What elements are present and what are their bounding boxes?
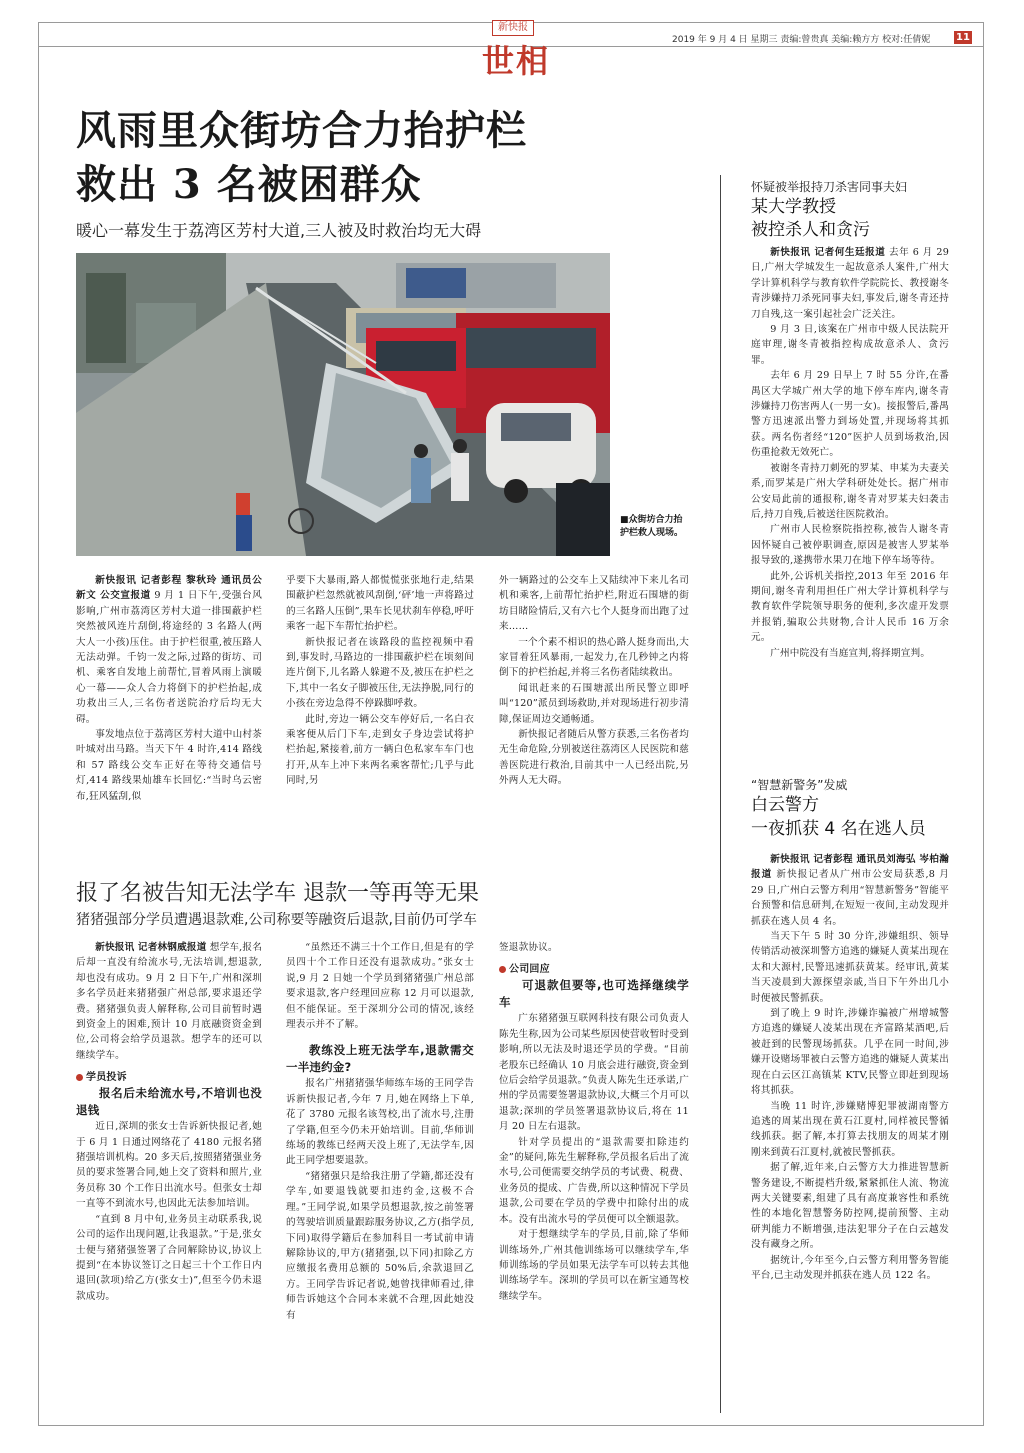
second-paragraph-4: “虽然还不满三十个工作日,但是有的学员四十个工作日还没有退款成功。”张女士说,9 月 2 日她一个学员到猪猪强广州总部要求退款,客户经理回应称 12 月可以退款,但不能保证。至于深圳分公司的情况,该经理表示并不了解。 <box>286 942 474 1031</box>
lead-paragraph-5: 此时,旁边一辆公交车停好后,一名白衣乘客便从后门下车,走到女子身边尝试将护栏抬起,紧接着,前方一辆白色私家车车门也打开,从车上冲下来两名乘客帮忙;几乎与此同时,另 <box>286 713 474 787</box>
lead-column-1 <box>76 573 262 804</box>
right1-paragraph-7: 广州中院没有当庭宣判,将择期宣判。 <box>770 647 931 659</box>
second-subhead-3: 可退款但要等,也可选择继续学车 <box>499 978 689 1010</box>
second-paragraph-9: 针对学员提出的“退款需要扣除违约金”的疑问,陈先生解释称,学员报名后出了流水号,公司便需要交纳学员的考试费、税费、业务员的提成、广告费,所以这种情况下学员退款,公司要在学员的学费中扣除付出的成本。没有出流水号的学员便可以全额退款。 <box>499 1136 689 1225</box>
lead-text-1: 9 月 1 日下午,受强台风影响,广州市荔湾区芳村大道一排围蔽护栏突然被风连片刮倒,将途经的 3 名路人(两大人一小孩)压住。由于护栏很重,被压路人无法动弹。千钧一发之际,过路的街坊、司机、乘客自发地上前帮忙,冒着风雨上演暖心一幕——众人合力将倒下的护栏抬起,成功救出三人,三名伤者送院治疗后均无大碍。 <box>76 590 262 725</box>
lead-paragraph-4: 新快报记者在该路段的监控视频中看到,事发时,马路边的一排围蔽护栏在顷刻间连片倒下,儿名路人躲避不及,被压在护栏之下,其中一名女子脚被压住,无法挣脱,同行的小孩在旁边急得不停跺脚呼救。 <box>286 636 474 710</box>
right2-paragraph-4: 当晚 11 时许,涉嫌赌博犯罪被湖南警方追逃的周某出现在黄石江夏村,同样被民警循线抓获。据了解,本打算去找朋友的周某才刚刚来到黄石江夏村,就被民警抓获。 <box>751 1100 949 1158</box>
right2-byline: 新快报讯 记者彭程 通讯员刘海弘 岑柏瀚报道 <box>751 854 949 881</box>
right2-paragraph-3: 到了晚上 9 时许,涉嫌诈骗被广州增城警方追逃的嫌疑人凌某出现在齐富路某酒吧,后被赶到的民警现场抓获。几乎在同一时间,涉嫌开设赌场罪被白云警方追逃的嫌疑人黄某出现在白云区江高镇某 KTV,民警立即赶到现场将其抓获。 <box>751 1008 949 1097</box>
second-subhead-1: 报名后未给流水号,不培训也没退钱 <box>76 1086 262 1118</box>
right2-headline-line2: 一夜抓获 4 名在逃人员 <box>751 819 926 839</box>
second-paragraph-7: 签退款协议。 <box>499 942 558 953</box>
brand-logo: 新快报 <box>492 20 534 36</box>
right1-body <box>751 245 949 661</box>
lead-paragraph-3: 乎要下大暴雨,路人都慌慌张张地行走,结果围蔽护栏忽然就被风刮倒,‘砰’地一声将路过的三名路人压倒”,果车长见状刹车停稳,呼吁乘客一起下车帮忙抬护栏。 <box>286 575 474 633</box>
lead-column-2 <box>286 573 474 789</box>
right2-headline-line1: 白云警方 <box>751 795 819 815</box>
second-column-3 <box>499 940 689 1304</box>
right1-paragraph-3: 去年 6 月 29 日早上 7 时 55 分许,在番禺区大学城广州大学的地下停车库内,谢冬青涉嫌持刀伤害两人(一男一女)。接报警后,番禺警方迅速派出警力到场处置,并现场将其抓获。两名伤者经“120”医护人员到场救治,因伤重抢救无效死亡。 <box>751 370 949 459</box>
second-paragraph-3: “直到 8 月中旬,业务员主动联系我,说公司的运作出现问题,让我退款。”于是,张女士便与猪猪强签署了合同解除协议,协议上提到“在本协议签订之日起三十个工作日内退回(款项)给乙方(张女士)”,但至今仍未退款成功。 <box>76 1213 262 1302</box>
bullet-dot-icon <box>76 1074 83 1081</box>
section-title: 世相 <box>482 42 551 80</box>
lead-headline-line2: 救出 3 名被困群众 <box>76 161 422 208</box>
second-paragraph-5: 报名广州猪猪强华师练车场的王同学告诉新快报记者,今年 7 月,她在网络上下单,花了 3780 元报名该驾校,出了流水号,注册了学籍,但至今仍未开始培训。目前,华师训练场的教练已经两天没上班了,无法学车,因此王同学想要退款。 <box>286 1078 474 1167</box>
lead-photo <box>76 253 610 556</box>
second-text-1: 想学车,报名后却一直没有给流水号,无法培训,想退款,却也没有成功。9 月 2 日下午,广州和深圳多名学员赶来猪猪强广州总部,要求退还学费。猪猪强负责人解释称,公司目前暂时遇到资金上的困难,预计 10 月底融资资金到位,公司将会给学员退款。想学车的还可以继续学车。 <box>76 942 263 1061</box>
right2-paragraph-1 <box>751 852 949 929</box>
right1-paragraph-4: 被谢冬青持刀刺死的罗某、申某为夫妻关系,而罗某是广州大学科研处处长。据广州市公安局此前的通报称,谢冬青对罗某夫妇袭击后,持刀自残,后被送往医院救治。 <box>751 462 949 520</box>
section-tag-complaint <box>76 1071 262 1085</box>
lead-paragraph-2: 事发地点位于荔湾区芳村大道中山村茶叶城对出马路。当天下午 4 时许,414 路线和 57 路线公交车正好在等待交通信号灯,414 路线果灿雄车长回忆:“当时乌云密布,狂风猛刮,似 <box>76 729 262 802</box>
lead-paragraph-1 <box>76 573 262 727</box>
second-paragraph-10: 对于想继续学车的学员,目前,除了华师训练场外,广州其他训练场可以继续学车,华师训练场的学员如果无法学车可以转去其他训练场学车。深圳的学员可以在新宝通驾校继续学车。 <box>499 1229 689 1302</box>
second-subhead-2: 教练没上班无法学车,退款需交一半违约金? <box>286 1043 474 1075</box>
column-divider <box>720 175 721 1413</box>
second-deck: 猪猪强部分学员遭遇退款难,公司称要等融资后退款,目前仍可学车 <box>76 912 477 928</box>
right1-headline-line1: 某大学教授 <box>751 197 836 217</box>
section-tag-label: 公司回应 <box>509 964 550 976</box>
second-paragraph-8: 广东猪猪强互联网科技有限公司负责人陈先生称,因为公司某些原因使营收暂时受到影响,所以无法及时退还学员的学费。“目前老股东已经确认 10 月底会进行融资,资金到位后会给学员退款。”负责人陈先生还承诺,广州的学员需要签署退款协议,大概三个月可以退款;深圳的学员签署退款协议后,将在 11 月 20 日左右退款。 <box>499 1013 689 1133</box>
right1-kicker: 怀疑被举报持刀杀害同事夫妇 <box>751 180 908 194</box>
right2-paragraph-2: 当天下午 5 时 30 分许,涉嫌组织、领导传销活动被深圳警方追逃的嫌疑人黄某出现在太和大源村,民警迅速抓获黄某。经审讯,黄某当天凌晨到大源探望亲戚,当日下午外出几小时便被民警抓获。 <box>751 931 949 1004</box>
right2-kicker: “智慧新警务”发威 <box>751 778 848 792</box>
right2-text-1: 新快报记者从广州市公安局获悉,8 月 29 日,广州白云警方利用“智慧新警务”智能平台预警和信息研判,在短短一夜间,主动发现并抓获在逃人员 4 名。 <box>751 869 949 927</box>
right1-byline: 新快报讯 记者何生廷报道 <box>770 247 886 258</box>
second-paragraph-6: “猪猪强只是给我注册了学籍,都还没有学车,如要退钱就要扣违约金,这极不合理。”王同学说,如果学员想退款,按之前签署的驾驶培训质量跟踪服务协议,乙方(指学员,下同)取得学籍后在参加科目一考试前申请解除协议的,甲方(猪猪强,以下同)扣除乙方应缴报名费用总额的 50%后,余款退回乙方。王同学告诉记者说,她曾找律师看过,律师告诉她这个合同本来就不合理,因此她没有 <box>286 1170 474 1321</box>
lead-column-3 <box>499 573 689 789</box>
page-number: 11 <box>954 31 972 44</box>
right1-paragraph-1 <box>751 245 949 322</box>
second-column-2 <box>286 940 474 1323</box>
section-tag-label: 学员投诉 <box>86 1072 127 1084</box>
street-scene-image <box>76 253 610 556</box>
bullet-dot-icon <box>499 966 506 973</box>
right1-paragraph-2: 9 月 3 日,该案在广州市中级人民法院开庭审理,谢冬青被指控构成故意杀人、贪污罪。 <box>751 324 949 366</box>
lead-deck: 暖心一幕发生于荔湾区芳村大道,三人被及时救治均无大碍 <box>76 221 482 240</box>
right2-paragraph-5: 据了解,近年来,白云警方大力推进智慧新警务建设,不断提档升级,紧紧抓住人流、物流两大关键要素,组建了具有高度兼容性和系统性的本地化智慧警务防控网,提前预警、主动研判能力不断增强,违法犯罪分子在白云越发没有藏身之所。 <box>751 1162 949 1251</box>
right2-body <box>751 852 949 1283</box>
second-headline: 报了名被告知无法学车 退款一等再等无果 <box>76 881 479 906</box>
second-column-1 <box>76 940 262 1304</box>
lead-headline-line1: 风雨里众街坊合力抬护栏 <box>76 107 527 154</box>
lead-paragraph-7: 一个个素不相识的热心路人挺身而出,大家冒着狂风暴雨,一起发力,在几秒钟之内将倒下的护栏抬起,并将三名伤者陆续救出。 <box>499 636 689 679</box>
section-tag-company <box>499 963 689 977</box>
lead-paragraph-6: 外一辆路过的公交车上又陆续冲下来儿名司机和乘客,上前帮忙抬护栏,附近石围塘的街坊目睹险情后,又有六七个人挺身而出跑了过来…… <box>499 575 689 633</box>
second-paragraph-1 <box>76 940 262 1063</box>
lead-paragraph-8: 闻讯赶来的石围塘派出所民警立即呼叫“120”派员到场救助,并对现场进行初步清障,保证周边交通畅通。 <box>499 682 689 725</box>
dateline: 2019 年 9 月 4 日 星期三 责编:曾贵真 美编:赖方方 校对:任倩妮 <box>672 35 931 45</box>
photo-caption: ■众街坊合力抬护栏救人现场。 <box>620 515 684 538</box>
right1-headline-line2: 被控杀人和贪污 <box>751 220 870 240</box>
lead-paragraph-9: 新快报记者随后从警方获悉,三名伤者均无生命危险,分别被送往荔湾区人民医院和慈善医院进行救治,目前其中一人已经出院,另外两人无大碍。 <box>499 729 689 787</box>
right1-paragraph-5: 广州市人民检察院指控称,被告人谢冬青因怀疑自己被停职调查,原因是被害人罗某举报导致的,遂携带水果刀在地下停车场等待。 <box>751 524 949 567</box>
right1-text-1: 去年 6 月 29 日,广州大学城发生一起故意杀人案件,广州大学计算机科学与教育软件学院院长、教授谢冬青涉嫌持刀杀死同事夫妇,事发后,谢冬青还持刀自残,这一案引起社会广泛关注。 <box>751 247 949 320</box>
second-byline: 新快报讯 记者林钢威报道 <box>95 942 207 953</box>
right1-paragraph-6: 此外,公诉机关指控,2013 年至 2016 年期间,谢冬青利用担任广州大学计算机科学与教育软件学院领导职务的便利,多次虚开发票并报销,骗取公共财物,合计人民币 16 万余元。 <box>751 570 949 644</box>
second-paragraph-2: 近日,深圳的张女士告诉新快报记者,她于 6 月 1 日通过网络花了 4180 元报名猪猪强培训机构。20 多天后,按照猪猪强业务员的要求签署合同,她上交了资料和照片,业务员称 30 个工作日出流水号。但张女士却一直等不到流水号,也因此无法参加培训。 <box>76 1121 262 1210</box>
lead-byline: 新快报讯 记者彭程 黎秋玲 通讯员公新文 公交宣报道 <box>76 575 262 602</box>
right2-paragraph-6: 据统计,今年至今,白云警方利用警务智能平台,已主动发现并抓获在逃人员 122 名。 <box>751 1254 949 1281</box>
